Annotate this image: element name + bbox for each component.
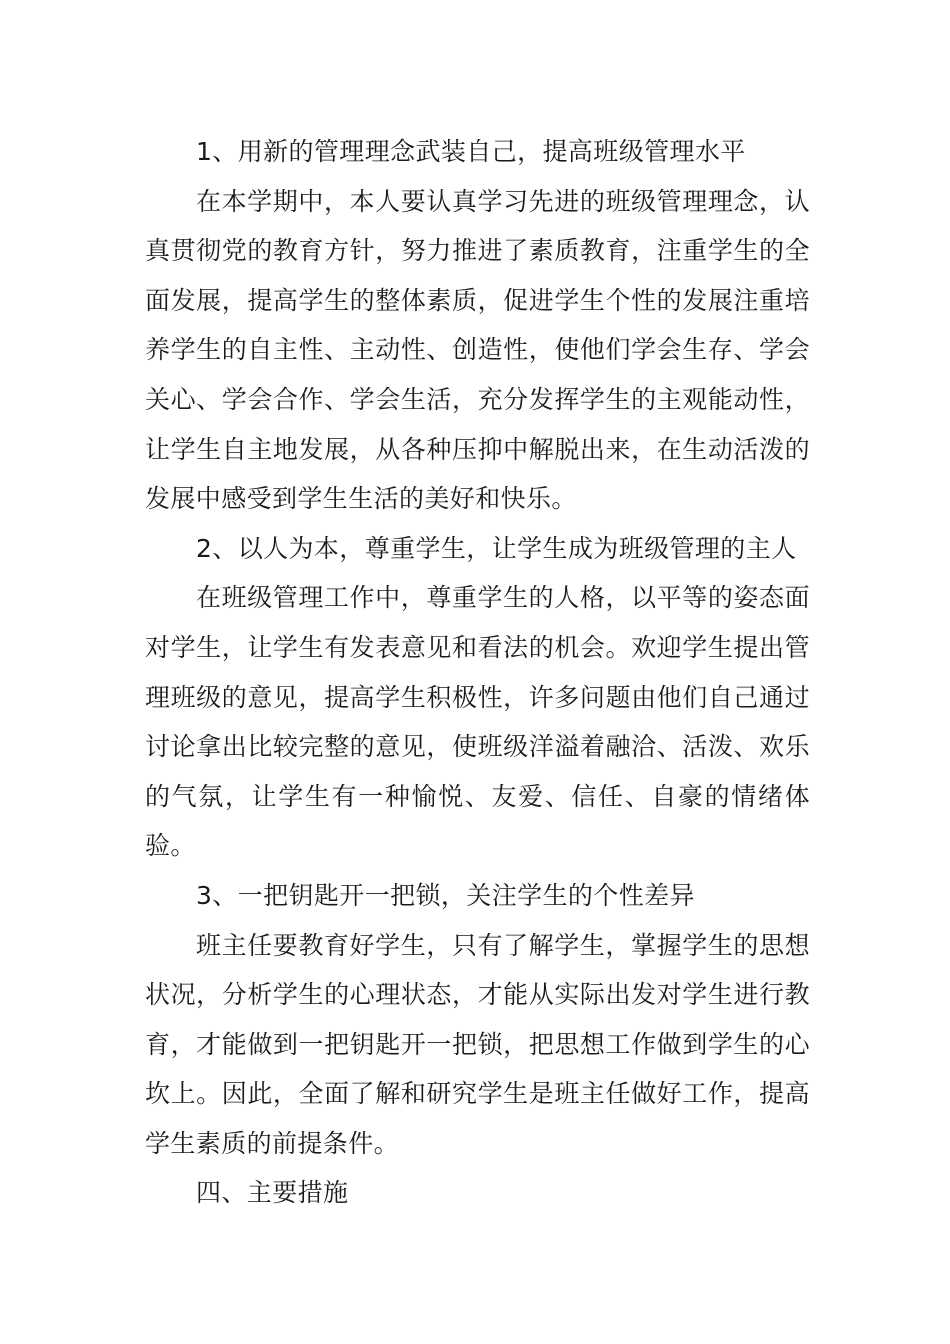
heading-2: 2、以人为本，尊重学生，让学生成为班级管理的主人 [196,533,797,563]
section-heading-measures: 四、主要措施 [196,1178,349,1208]
paragraph-3: 班主任要教育好学生，只有了解学生，掌握学生的思想状况，分析学生的心理状态，才能从实际出发对学生进行教育，才能做到一把钥匙开一把锁，把思想工作做到学生的心坎上。因此，全面了解和研究学生是班主任做好工作，提高学生素质的前提条件。 [145,930,810,1158]
heading-3: 3、一把钥匙开一把锁，关注学生的个性差异 [196,880,695,910]
paragraph-1: 在本学期中，本人要认真学习先进的班级管理理念，认真贯彻党的教育方针，努力推进了素质教育，注重学生的全面发展，提高学生的整体素质，促进学生个性的发展注重培养学生的自主性、主动性、创造性，使他们学会生存、学会关心、学会合作、学会生活，充分发挥学生的主观能动性，让学生自主地发展，从各种压抑中解脱出来，在生动活泼的发展中感受到学生生活的美好和快乐。 [145,186,810,514]
document-body [145,127,810,1218]
paragraph-2: 在班级管理工作中，尊重学生的人格，以平等的姿态面对学生，让学生有发表意见和看法的机会。欢迎学生提出管理班级的意见，提高学生积极性，许多问题由他们自己通过讨论拿出比较完整的意见，使班级洋溢着融洽、活泼、欢乐的气氛，让学生有一种愉悦、友爱、信任、自豪的情绪体验。 [145,583,810,861]
heading-1: 1、用新的管理理念武装自己，提高班级管理水平 [196,137,746,166]
